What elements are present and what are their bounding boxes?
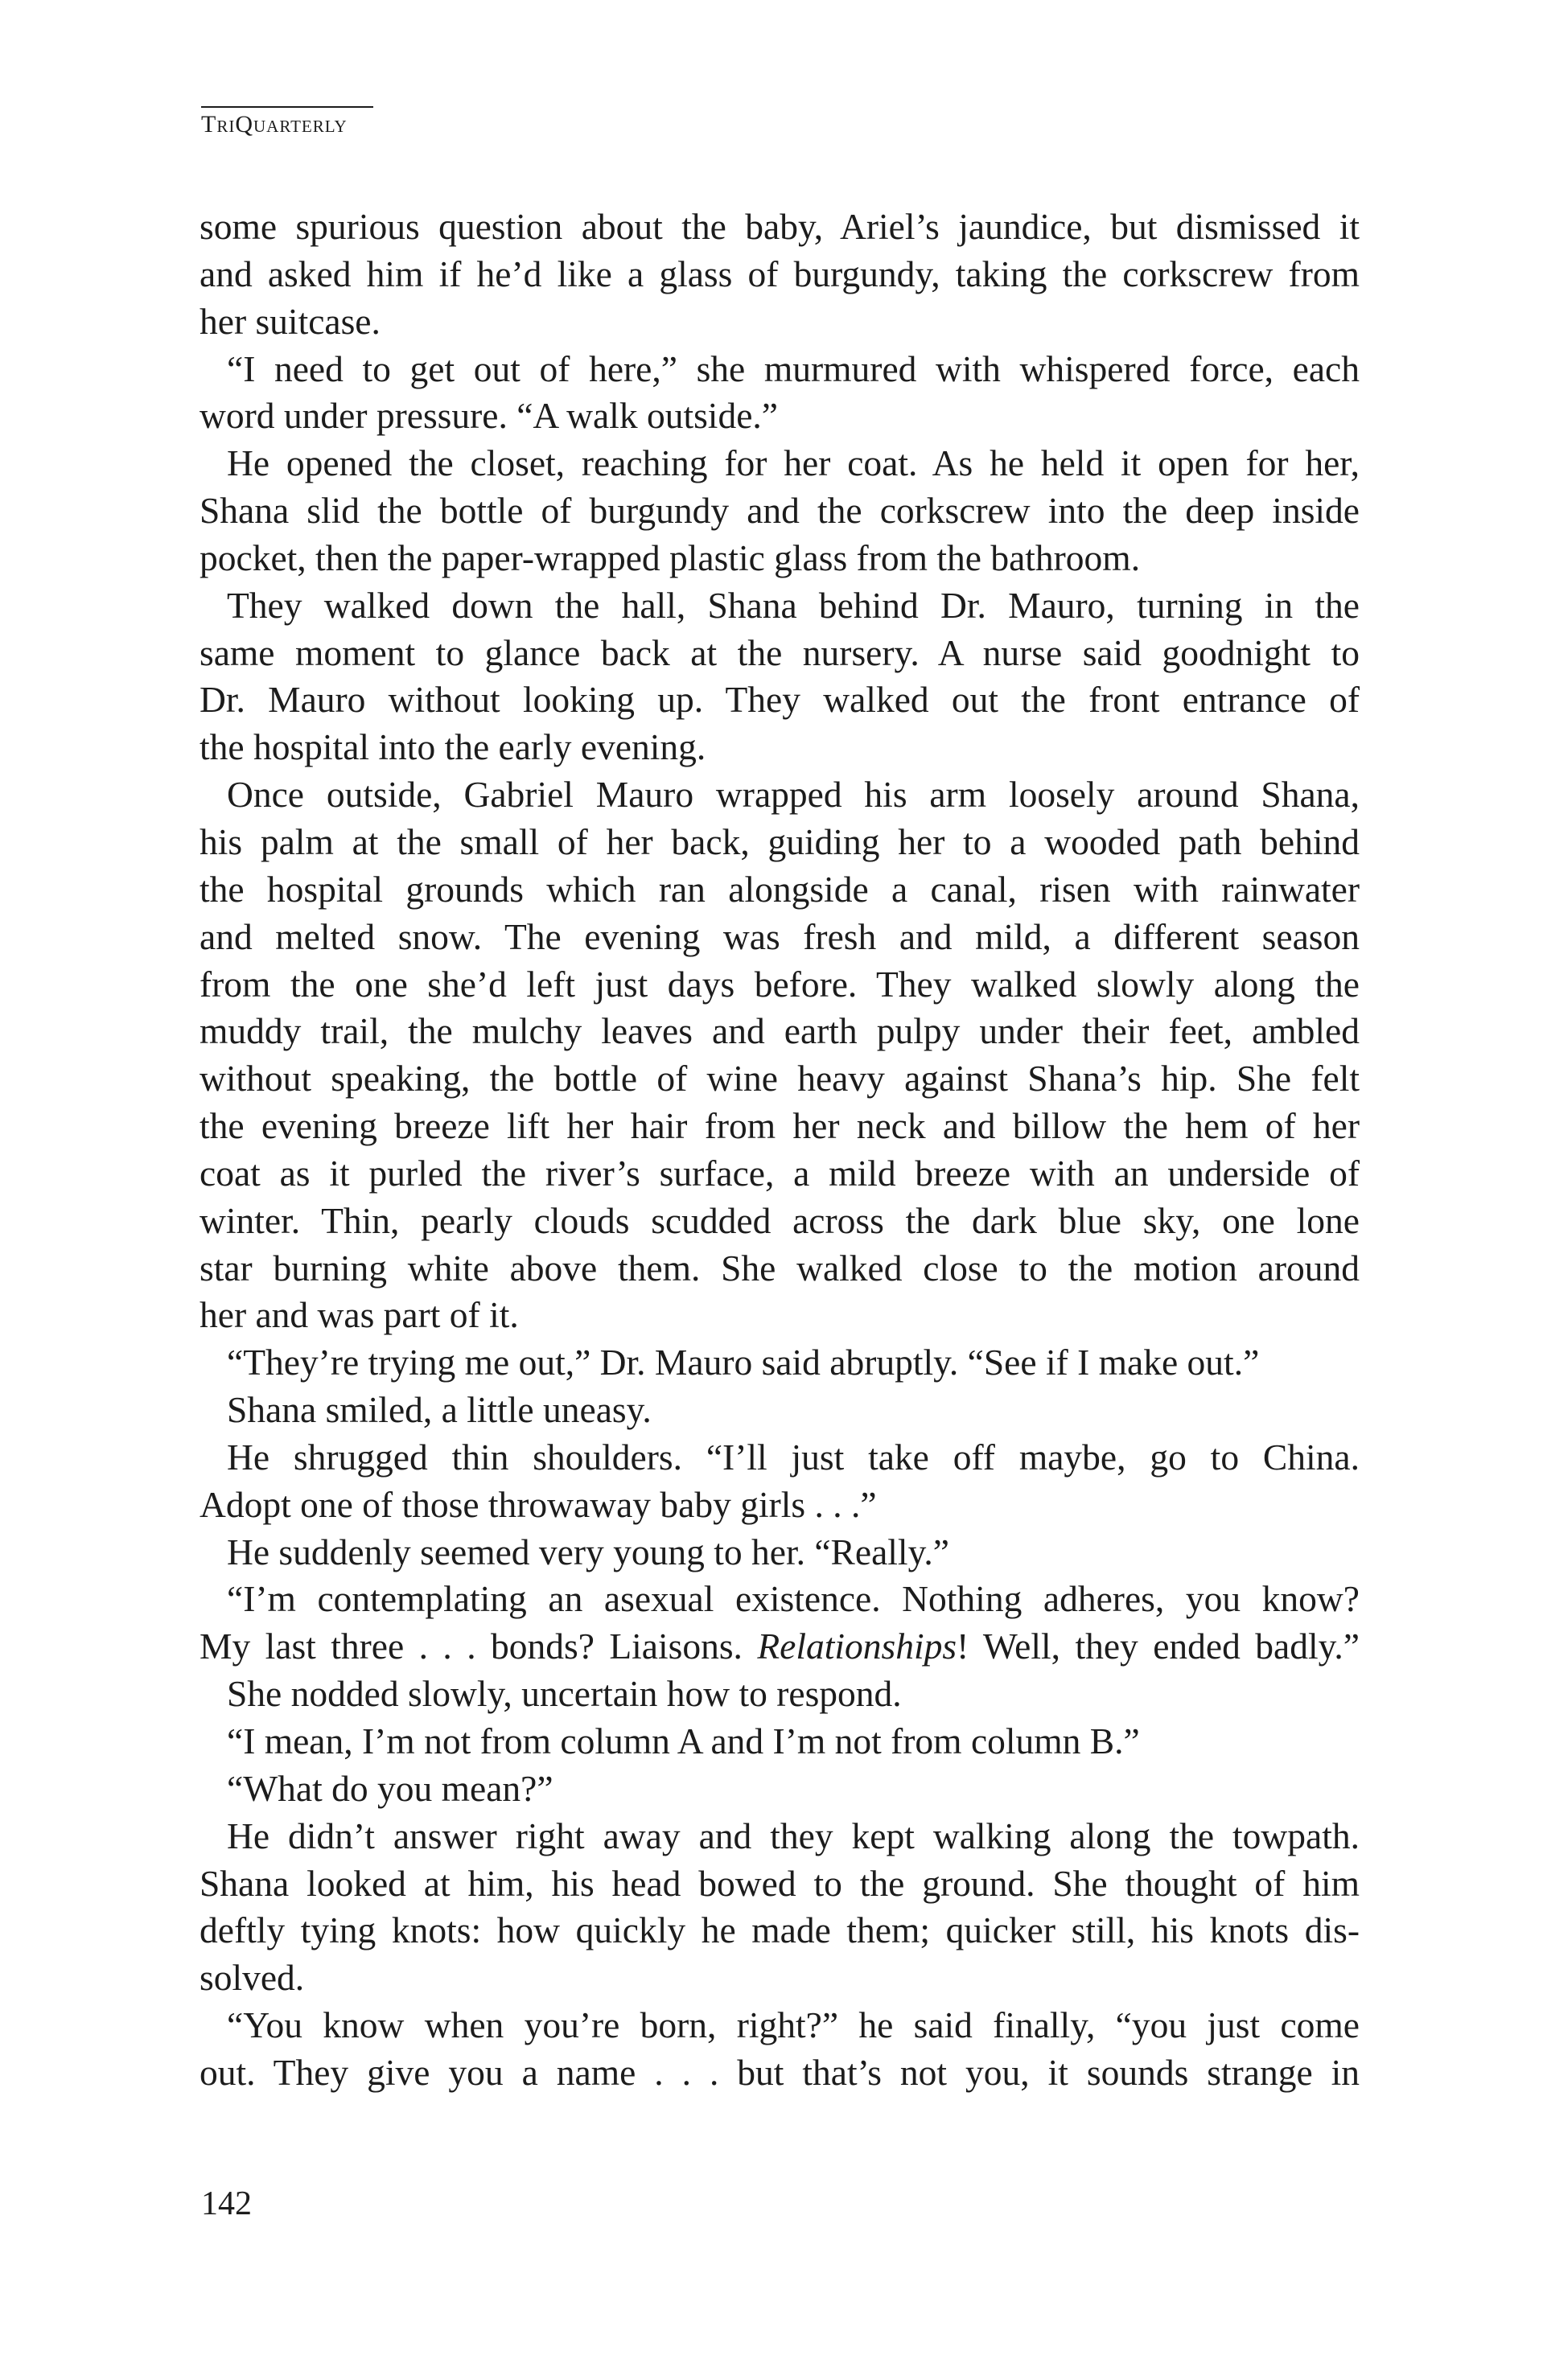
text-line: Shana smiled, a little uneasy. xyxy=(227,1389,652,1431)
page-number: 142 xyxy=(201,2185,252,2222)
text-line: “I need to get out of here,” she murmured with whispered force, each xyxy=(227,347,1360,389)
text-line: Adopt one of those throwaway baby girls . . .” xyxy=(200,1483,877,1525)
text-line: the hospital into the early evening. xyxy=(200,726,706,768)
text-line: Shana looked at him, his head bowed to the ground. She thought of him xyxy=(200,1862,1360,1904)
text-line: pocket, then the paper-wrapped plastic glass from the bathroom. xyxy=(200,536,1141,578)
text-line: same moment to glance back at the nursery. A nurse said goodnight to xyxy=(200,631,1360,673)
text-line: winter. Thin, pearly clouds scudded across the dark blue sky, one lone xyxy=(200,1199,1360,1241)
text-line: and asked him if he’d like a glass of burgundy, taking the corkscrew from xyxy=(200,253,1360,294)
body-text xyxy=(200,203,1360,2097)
text-line: He opened the closet, reaching for her coat. As he held it open for her, xyxy=(227,442,1360,484)
text-line: her and was part of it. xyxy=(200,1294,519,1336)
text-line: deftly tying knots: how quickly he made them; quicker still, his knots dis- xyxy=(200,1909,1360,1951)
text-line: from the one she’d left just days before. They walked slowly along the xyxy=(200,963,1360,1005)
text-line: They walked down the hall, Shana behind Dr. Mauro, turning in the xyxy=(227,584,1360,626)
emphasis: Relationships xyxy=(757,1626,957,1667)
text-line: the evening breeze lift her hair from her neck and billow the hem of her xyxy=(200,1105,1360,1147)
text-line: some spurious question about the baby, Ariel’s jaundice, but dismissed it xyxy=(200,206,1360,247)
text-line: “I mean, I’m not from column A and I’m not from column B.” xyxy=(227,1720,1140,1761)
text-line: “What do you mean?” xyxy=(227,1767,553,1809)
text-line: My last three . . . bonds? Liaisons. Relationships! Well, they ended badly.” xyxy=(200,1626,1360,1667)
header-rule xyxy=(201,106,373,108)
text-line: word under pressure. “A walk outside.” xyxy=(200,395,778,437)
text-line: his palm at the small of her back, guiding her to a wooded path behind xyxy=(200,820,1360,862)
running-header: TriQuarterly xyxy=(201,111,348,138)
text-line: Dr. Mauro without looking up. They walked out the front entrance of xyxy=(200,679,1360,721)
text-line: He suddenly seemed very young to her. “Really.” xyxy=(227,1531,949,1572)
text-line: and melted snow. The evening was fresh and mild, a different season xyxy=(200,915,1360,957)
text-line: “I’m contemplating an asexual existence. Nothing adheres, you know? xyxy=(227,1578,1360,1620)
text-line: her suitcase. xyxy=(200,300,381,342)
text-line: He didn’t answer right away and they kept walking along the towpath. xyxy=(227,1815,1360,1856)
text-line: out. They give you a name . . . but that’s not you, it sounds strange in xyxy=(200,2051,1360,2093)
text-line: coat as it purled the river’s surface, a mild breeze with an underside of xyxy=(200,1152,1360,1194)
text-line: muddy trail, the mulchy leaves and earth pulpy under their feet, ambled xyxy=(200,1010,1360,1052)
text-line: without speaking, the bottle of wine heavy against Shana’s hip. She felt xyxy=(200,1058,1360,1100)
text-line: He shrugged thin shoulders. “I’ll just take off maybe, go to China. xyxy=(227,1436,1360,1478)
text-line: star burning white above them. She walked close to the motion around xyxy=(200,1247,1360,1289)
text-line: Shana slid the bottle of burgundy and the corkscrew into the deep inside xyxy=(200,490,1360,532)
text-line: the hospital grounds which ran alongside a canal, risen with rainwater xyxy=(200,868,1360,910)
text-line: solved. xyxy=(200,1957,305,1999)
text-line: “You know when you’re born, right?” he said finally, “you just come xyxy=(227,2004,1360,2046)
text-line: “They’re trying me out,” Dr. Mauro said abruptly. “See if I make out.” xyxy=(227,1342,1260,1383)
text-line: She nodded slowly, uncertain how to respond. xyxy=(227,1673,902,1715)
text-line: Once outside, Gabriel Mauro wrapped his arm loosely around Shana, xyxy=(227,774,1360,816)
